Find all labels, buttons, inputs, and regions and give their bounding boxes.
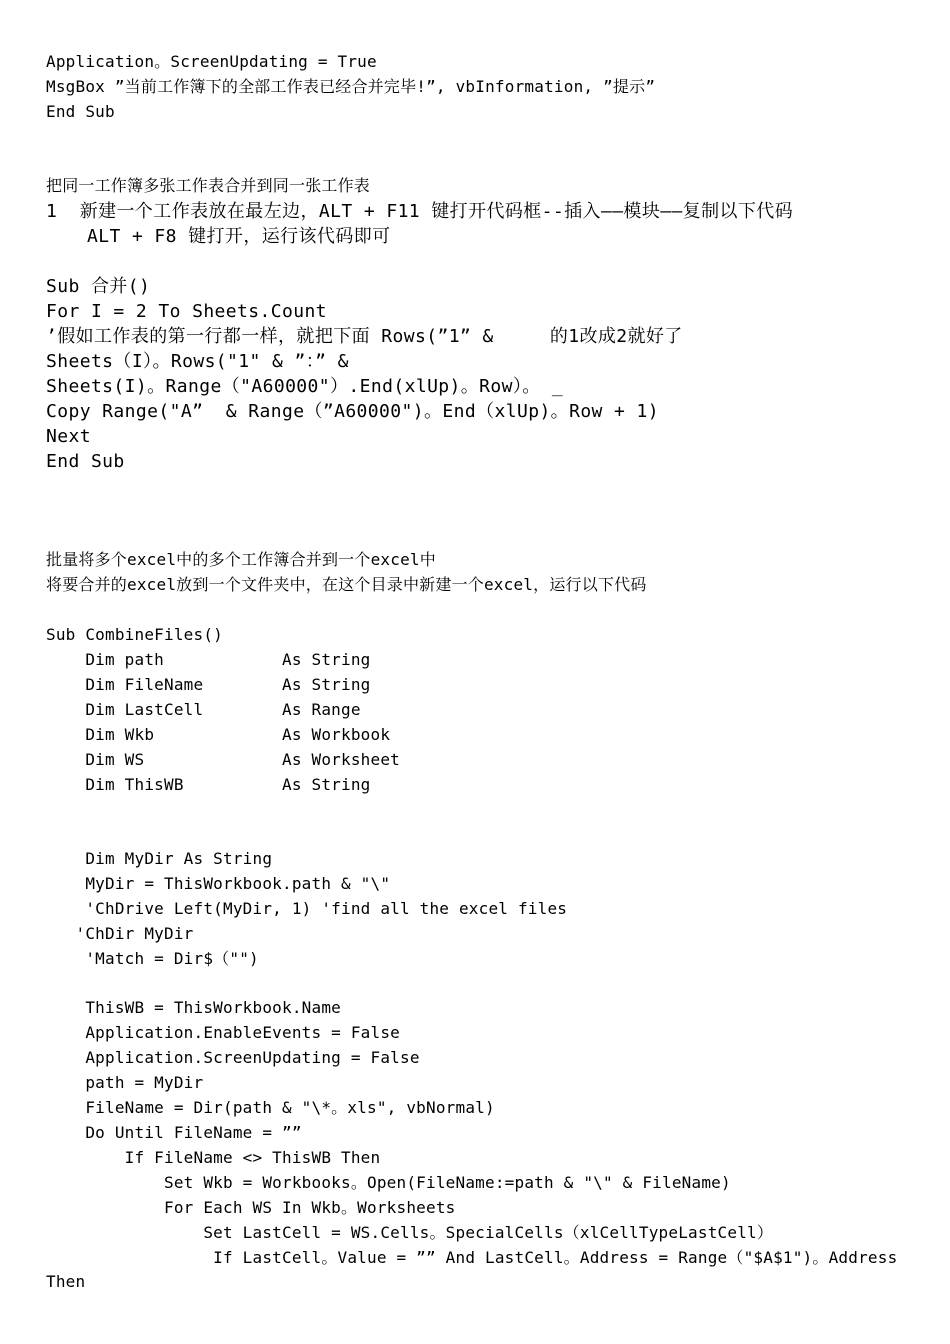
code-line: Next: [46, 426, 91, 447]
section-heading: 批量将多个excel中的多个工作簿合并到一个excel中: [46, 550, 436, 569]
code-line: Dim MyDir As String: [46, 849, 273, 868]
code-line: End Sub: [46, 102, 115, 121]
code-line: Sub CombineFiles(): [46, 625, 223, 644]
code-line: path = MyDir: [46, 1073, 204, 1092]
code-line: Application.ScreenUpdating = False: [46, 1048, 420, 1067]
code-line: 'ChDrive Left(MyDir, 1) 'find all the excel files: [46, 899, 568, 918]
code-line: Copy Range("A” & Range（”A60000")。End（xlUp)。Row + 1): [46, 401, 659, 422]
instruction-line: ALT + F8 键打开，运行该代码即可: [87, 226, 391, 247]
section-heading: 把同一工作簿多张工作表合并到同一张工作表: [46, 176, 371, 195]
code-line: ’假如工作表的第一行都一样，就把下面 Rows(”1” & 的1改成2就好了: [46, 326, 683, 347]
code-line: Dim FileName As String: [46, 675, 371, 694]
instruction-line: 1 新建一个工作表放在最左边，ALT + F11 键打开代码框--插入——模块——复制以下代码: [46, 201, 794, 222]
code-line: Sheets（I）。Rows("1" & ”：” &: [46, 351, 349, 372]
code-line: FileName = Dir(path & "\*。xls", vbNormal): [46, 1098, 495, 1117]
code-line: Application.EnableEvents = False: [46, 1023, 400, 1042]
code-line: Dim Wkb As Workbook: [46, 725, 391, 744]
code-line: Set Wkb = Workbooks。Open(FileName:=path & "\" & FileName): [46, 1173, 731, 1192]
code-line: If LastCell。Value = ”” And LastCell。Address = Range（"$A$1")。Address: [46, 1248, 898, 1267]
code-line: Dim WS As Worksheet: [46, 750, 400, 769]
code-line: Set LastCell = WS.Cells。SpecialCells（xlCellTypeLastCell）: [46, 1223, 774, 1242]
code-line: ThisWB = ThisWorkbook.Name: [46, 998, 341, 1017]
code-line: Dim ThisWB As String: [46, 775, 371, 794]
code-line: MyDir = ThisWorkbook.path & "\": [46, 874, 391, 893]
code-line: For I = 2 To Sheets.Count: [46, 301, 327, 322]
code-line: If FileName <> ThisWB Then: [46, 1148, 381, 1167]
code-line: Dim LastCell As Range: [46, 700, 361, 719]
code-line: Sub 合并(): [46, 276, 151, 297]
code-line: MsgBox ”当前工作簿下的全部工作表已经合并完毕!”, vbInformation, ”提示”: [46, 77, 656, 96]
code-line: 'ChDir MyDir: [46, 924, 194, 943]
section-subheading: 将要合并的excel放到一个文件夹中，在这个目录中新建一个excel，运行以下代码: [46, 575, 647, 594]
code-line: Application。ScreenUpdating = True: [46, 52, 377, 71]
code-line: For Each WS In Wkb。Worksheets: [46, 1198, 456, 1217]
code-line: 'Match = Dir$（""): [46, 949, 259, 968]
code-line: Dim path As String: [46, 650, 371, 669]
code-line: Sheets(I)。Range（"A60000"）.End(xlUp)。Row）。 _: [46, 376, 564, 397]
code-line: Then: [46, 1272, 86, 1291]
code-line: Do Until FileName = ””: [46, 1123, 302, 1142]
code-line: End Sub: [46, 451, 125, 472]
